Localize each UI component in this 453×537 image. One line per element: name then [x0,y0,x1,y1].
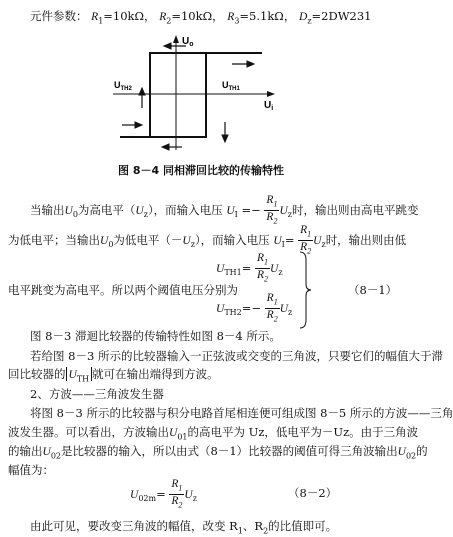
arrow-right-side-down-icon [222,122,228,142]
component-params: 元件参数： $R_1=10k\Omega$， $R_2=10k\Omega$， $R_3=5.1k\Omega$， $D_z=2DW231$ [30,9,372,26]
arrow-upper-right-icon [232,61,254,67]
figure-caption: 图 8－4 同相滞回比较的传输特性 [118,164,284,177]
equation-uth1: $U_{TH1}=$ $\frac{R_1}{R_2}$ $U_z$ [216,252,283,284]
params-label: 元件参数： [30,9,88,23]
y-axis-label: $U_o$ [182,36,194,48]
fraction-r1-r2: $\frac{R_1}{R_2}$ [266,194,278,226]
uth1-label: $U_{TH1}$ [222,80,240,92]
section-heading: 2、方波——三角波发生器 [30,387,164,401]
paragraph-1-line-2: 为低电平；当输出$U_0$为低电平$(-U_z)$，而输入电压 $U_I=$ $\frac{R_1}{R_2}$ $U_z$时，输出则由低 [8,224,407,256]
arrow-bottom-left-icon [162,144,182,150]
paragraph-6-line-4: 幅值为： [8,463,54,477]
equation-8-1-label: （8－1） [348,283,398,297]
paragraph-6-line-3: 的输出$U_{02}$是比较器的输入，所以由式（8－1）比较器的阈值可得三角波输出$U_{02}$的 [8,444,428,461]
equation-8-2-label: （8－2） [288,486,338,500]
arrow-left-side-up-icon [139,88,145,108]
conclusion-line: 由此可见，要改变三角波的幅值，改变 $R_1$、$R_2$的比值即可。 [30,519,338,536]
arrow-lower-right-icon [122,122,142,128]
paragraph-5-line-2: 回比较器的 $U_{TH}$ 就可在输出端得到方波。 [8,367,219,384]
paragraph-1-line-1: 当输出$U_0$为高电平$(U_z)$，而输入电压 $U_I$ =− $\frac{R_1}{R_2}$ $U_z$时，输出则由高电平跳变 [30,194,419,226]
paragraph-6-line-2: 波发生器。可以看出，方波输出$U_{01}$的高电平为 Uz，低电平为－Uz。由于三角波 [8,425,419,442]
paragraph-6-line-1: 将图 8－3 所示的比较器与积分电路首尾相连便可组成图 8－5 所示的方波——三角 [30,406,453,420]
x-axis-arrow [267,91,275,97]
equation-uth2: $U_{TH2}=-$ $\frac{R_1}{R_2}$ $U_z$ [216,292,293,324]
paragraph-1-line-3: 电平跳变为高电平。所以两个阈值电压分别为 [8,283,238,297]
uth2-label: $U_{TH2}$ [114,80,132,92]
fraction-r1-r2-b: $\frac{R_1}{R_2}$ [300,224,312,256]
paragraph-5-line-1: 若给图 8－3 所示的比较器输入一正弦波或交变的三角波，只要它们的幅值大于滞 [30,349,443,363]
y-axis-arrow [173,35,179,43]
hysteresis-loop [150,53,206,137]
hysteresis-transfer-diagram [0,0,411,170]
equation-u02m: $U_{02m}=$ $\frac{R_1}{R_2}$ $U_z$ [130,478,197,510]
x-axis-label: $U_i$ [264,100,274,112]
paragraph-figure-ref: 图 8－3 滞迴比较器的传输特性如图 8－4 所示。 [30,329,281,343]
equation-brace [298,250,312,330]
